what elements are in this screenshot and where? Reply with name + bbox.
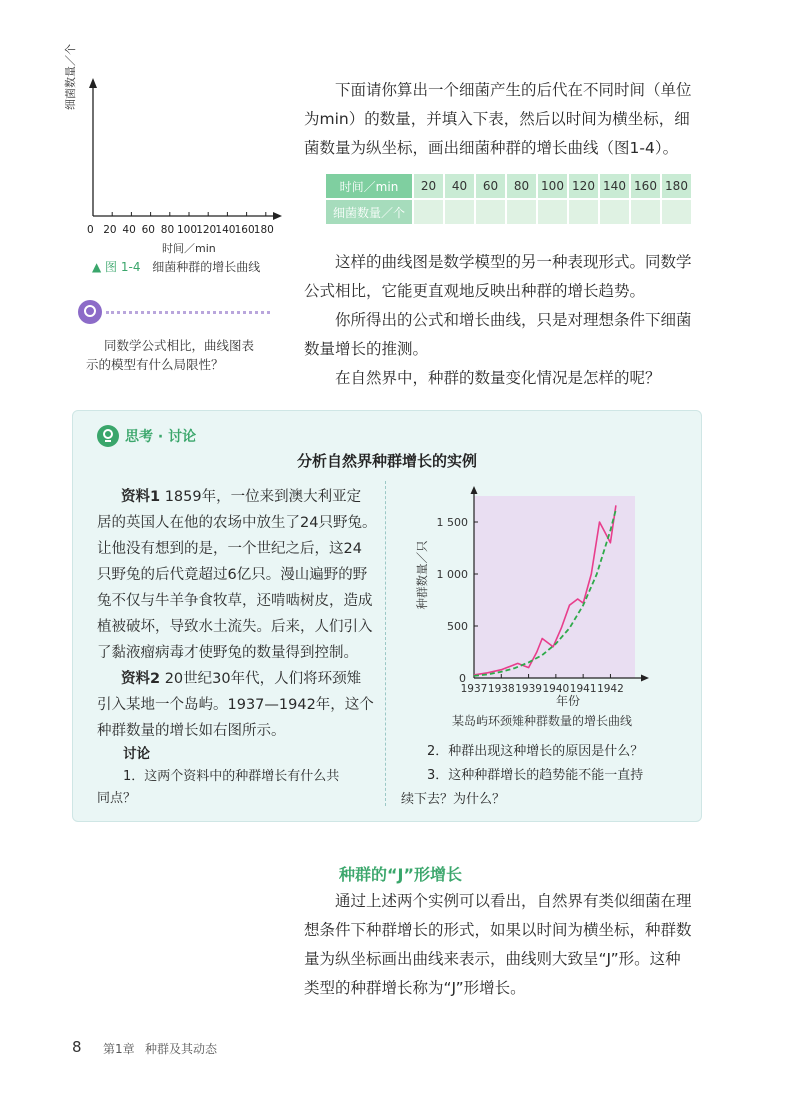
- table-cell-time: 40: [444, 174, 475, 199]
- chart-x-tick-label: 1942: [597, 683, 624, 695]
- x-tick-label: 100: [177, 224, 198, 236]
- table-cell-count-empty[interactable]: [568, 199, 599, 225]
- table-row-time: [326, 174, 692, 199]
- discussion-title: 分析自然界种群增长的实例: [296, 452, 477, 470]
- table-cell-time: 180: [661, 174, 692, 199]
- x-tick-label: 80: [160, 224, 175, 236]
- chart-title: 某岛屿环颈雉种群数量的增长曲线: [452, 714, 633, 728]
- question-3-line-1: 3．这种种群增长的趋势能不能一直持: [427, 768, 644, 783]
- chart-y-tick-label: 500: [447, 620, 468, 633]
- chart-x-tick-label: 1941: [569, 683, 597, 695]
- x-tick-label: 0: [87, 224, 94, 236]
- footer-chapter-title: 种群及其动态: [145, 1042, 218, 1056]
- chart-y-label: 种群数量／只: [415, 540, 429, 610]
- discussion-divider: [385, 481, 386, 806]
- table-cell-count-empty[interactable]: [599, 199, 630, 225]
- table-cell-time: 100: [537, 174, 568, 199]
- tip-divider: [106, 311, 270, 314]
- table-cell-count-empty[interactable]: [475, 199, 506, 225]
- table-cell-count-empty[interactable]: [661, 199, 692, 225]
- table-cell-count-empty[interactable]: [537, 199, 568, 225]
- section-line-3: 量为纵坐标画出曲线来表示，曲线则大致呈“J”形。这种: [304, 950, 681, 968]
- bacteria-data-table: [326, 174, 693, 226]
- material-1-first-line: [97, 484, 379, 510]
- section-heading: 种群的“J”形增长: [339, 865, 462, 884]
- question-1-line-2: 同点？: [97, 791, 137, 806]
- pheasant-population-chart: [410, 480, 680, 712]
- material-2-line-3: 种群数量的增长如右图所示。: [97, 723, 286, 739]
- question-2: 2．种群出现这种增长的原因是什么？: [427, 744, 644, 759]
- material-2-first-line: [97, 666, 379, 692]
- table-cell-count-empty[interactable]: [413, 199, 444, 225]
- x-tick-label: 20: [103, 224, 117, 236]
- table-header-time: 时间／min: [326, 174, 413, 199]
- chart-x-axis-arrow: [641, 675, 649, 682]
- after-line-1: 这样的曲线图是数学模型的另一种表现形式。同数学: [335, 253, 692, 271]
- x-tick-label: 160: [234, 224, 255, 236]
- material-1-line-3: 让他没有想到的是，一个世纪之后，这24: [97, 541, 362, 557]
- x-tick-label: 140: [215, 224, 236, 236]
- after-line-4: 数量增长的推测。: [304, 340, 429, 358]
- material-1-label: 资料1: [121, 489, 161, 505]
- figure-1-4-x-label: 时间／min: [162, 242, 216, 255]
- chart-x-tick-label: 1938: [487, 683, 515, 695]
- intro-line-1: 下面请你算出一个细菌产生的后代在不同时间（单位: [335, 81, 692, 99]
- tip-line-1: 同数学公式相比，曲线图表: [104, 338, 255, 353]
- x-tick-label: 40: [122, 224, 136, 236]
- material-2-label: 资料2: [121, 671, 161, 687]
- page-number: 8: [72, 1038, 82, 1056]
- table-cell-time: 160: [630, 174, 661, 199]
- material-2-line-1: 20世纪30年代，人们将环颈雉: [164, 671, 362, 687]
- table-row-count: [326, 199, 692, 225]
- material-1-line-6: 植被破坏，导致水土流失。后来，人们引入: [97, 619, 373, 635]
- section-line-2: 想条件下种群增长的形式，如果以时间为横坐标，种群数: [304, 921, 692, 939]
- footer-chapter: 第1章: [103, 1042, 135, 1056]
- question-3-line-2: 续下去？为什么？: [401, 792, 506, 807]
- figure-1-4-x-tick-labels: [86, 224, 286, 238]
- table-cell-time: 140: [599, 174, 630, 199]
- discussion-heading: 讨论: [123, 746, 150, 762]
- table-cell-count-empty[interactable]: [444, 199, 475, 225]
- chart-x-tick-label: 1939: [515, 683, 542, 695]
- caption-text: 细菌种群的增长曲线: [152, 260, 261, 274]
- intro-paragraph: [304, 76, 704, 163]
- table-cell-time: 20: [413, 174, 444, 199]
- discussion-label: 思考 · 讨论: [125, 429, 197, 445]
- intro-line-2: 为min）的数量，并填入下表，然后以时间为横坐标，细: [304, 110, 690, 128]
- chart-y-tick-label: 1 500: [436, 516, 468, 529]
- section-line-4: 类型的种群增长称为“J”形增长。: [304, 979, 526, 997]
- material-1-line-5: 兔不仅与牛羊争食牧草，还啃啮树皮，造成: [97, 593, 373, 609]
- material-1-line-7: 了黏液瘤病毒才使野兔的数量得到控制。: [97, 645, 358, 661]
- material-1-line-4: 只野兔的后代竟超过6亿只。漫山遍野的野: [97, 567, 368, 583]
- figure-1-4-y-label: 细菌数量／个: [64, 44, 77, 110]
- intro-line-3: 菌数量为纵坐标，画出细菌种群的增长曲线（图1-4）。: [304, 139, 679, 157]
- figure-1-4-axes: [60, 70, 290, 245]
- chart-y-tick-label: 1 000: [436, 568, 468, 581]
- chart-origin-label: 0: [459, 672, 466, 685]
- tip-text: [86, 336, 254, 374]
- after-line-3: 你所得出的公式和增长曲线，只是对理想条件下细菌: [335, 311, 692, 329]
- chart-y-axis-arrow: [471, 486, 478, 494]
- table-cell-time: 60: [475, 174, 506, 199]
- material-2-line-2: 引入某地一个岛屿。1937—1942年，这个: [97, 697, 374, 713]
- figure-1-4-caption: [92, 258, 260, 275]
- table-cell-time: 80: [506, 174, 537, 199]
- after-table-paragraph: [304, 248, 704, 393]
- tip-line-2: 示的模型有什么局限性？: [86, 357, 224, 372]
- section-paragraph: [304, 887, 704, 1003]
- table-cell-time: 120: [568, 174, 599, 199]
- caption-number: ▲ 图 1-4: [92, 260, 141, 274]
- chart-plot-area: [474, 496, 635, 678]
- material-1-line-1: 1859年，一位来到澳大利亚定: [164, 489, 362, 505]
- tip-icon: [78, 300, 102, 324]
- question-1: [97, 766, 379, 810]
- material-1-line-2: 居的英国人在他的农场中放生了24只野兔。: [97, 515, 377, 531]
- material-text: [97, 484, 379, 744]
- x-tick-label: 180: [253, 224, 274, 236]
- x-tick-label: 120: [196, 224, 217, 236]
- chart-x-tick-label: 1937: [460, 683, 488, 695]
- after-line-5: 在自然界中，种群的数量变化情况是怎样的呢？: [335, 369, 661, 387]
- after-line-2: 公式相比，它能更直观地反映出种群的增长趋势。: [304, 282, 646, 300]
- questions-right: [401, 740, 691, 812]
- x-tick-label: 60: [141, 224, 155, 236]
- table-header-count: 细菌数量／个: [326, 199, 413, 225]
- lightbulb-icon: [97, 425, 119, 447]
- table-cell-count-empty[interactable]: [630, 199, 661, 225]
- section-line-1: 通过上述两个实例可以看出，自然界有类似细菌在理: [335, 892, 692, 910]
- chart-x-label: 年份: [556, 694, 581, 708]
- table-cell-count-empty[interactable]: [506, 199, 537, 225]
- chart-x-tick-label: 1940: [542, 683, 570, 695]
- question-1-line-1: 1．这两个资料中的种群增长有什么共: [123, 769, 340, 784]
